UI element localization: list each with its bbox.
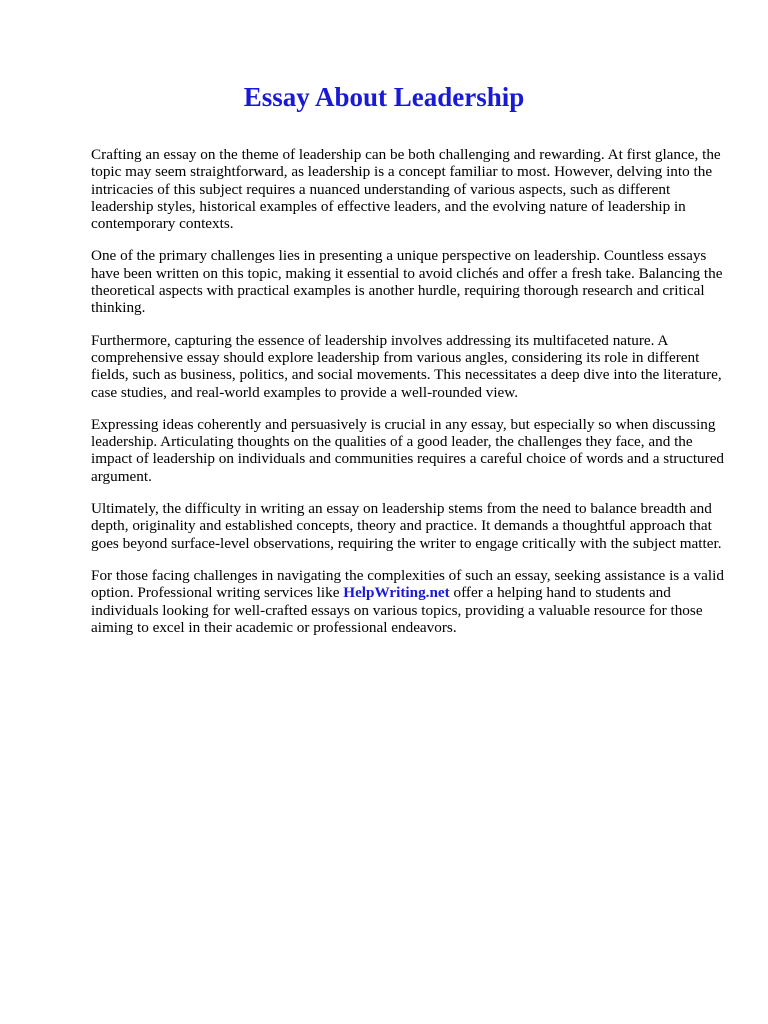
paragraph-4: Expressing ideas coherently and persuasively is crucial in any essay, but especially so when discussing leadership. Articulating thoughts on the qualities of a good leader, the challenges they face, and the impact of leadership on individuals and communities requires a careful choice of words and a structured argument. [91,415,725,485]
helpwriting-link[interactable]: HelpWriting.net [343,584,450,602]
paragraph-5: Ultimately, the difficulty in writing an essay on leadership stems from the need to balance breadth and depth, originality and established concepts, theory and practice. It demands a thoughtful approach that goes beyond surface-level observations, requiring the writer to engage critically with the subject matter. [91,500,722,552]
page-title: Essay About Leadership [243,82,525,112]
paragraph-1: Crafting an essay on the theme of leadership can be both challenging and rewarding. At first glance, the topic may seem straightforward, as leadership is a concept familiar to most. However, delving into the intricacies of this subject requires a nuanced understanding of various aspects, such as different leadership styles, historical examples of effective leaders, and the evolving nature of leadership in contemporary contexts. [91,146,721,233]
paragraph-6-after-link: offer a helping hand to students and individuals looking for well-crafted essays on various topics, providing a valuable resource for those aiming to excel in their academic or professional endeavors. [91,584,703,636]
essay-body [91,146,731,651]
paragraph-3: Furthermore, capturing the essence of leadership involves addressing its multifaceted nature. A comprehensive essay should explore leadership from various angles, considering its role in different fields, such as business, politics, and social movements. This necessitates a deep dive into the literature, case studies, and real-world examples to provide a well-rounded view. [91,331,722,401]
paragraph-6 [91,567,731,636]
paragraph-6-before-link: For those facing challenges in navigating the complexities of such an essay, seeking assistance is a valid option. Professional writing services like [91,566,724,602]
paragraph-2: One of the primary challenges lies in presenting a unique perspective on leadership. Countless essays have been written on this topic, making it essential to avoid clichés and offer a fresh take. Balancing the theoretical aspects with practical examples is another hurdle, requiring thorough research and critical thinking. [91,247,723,317]
